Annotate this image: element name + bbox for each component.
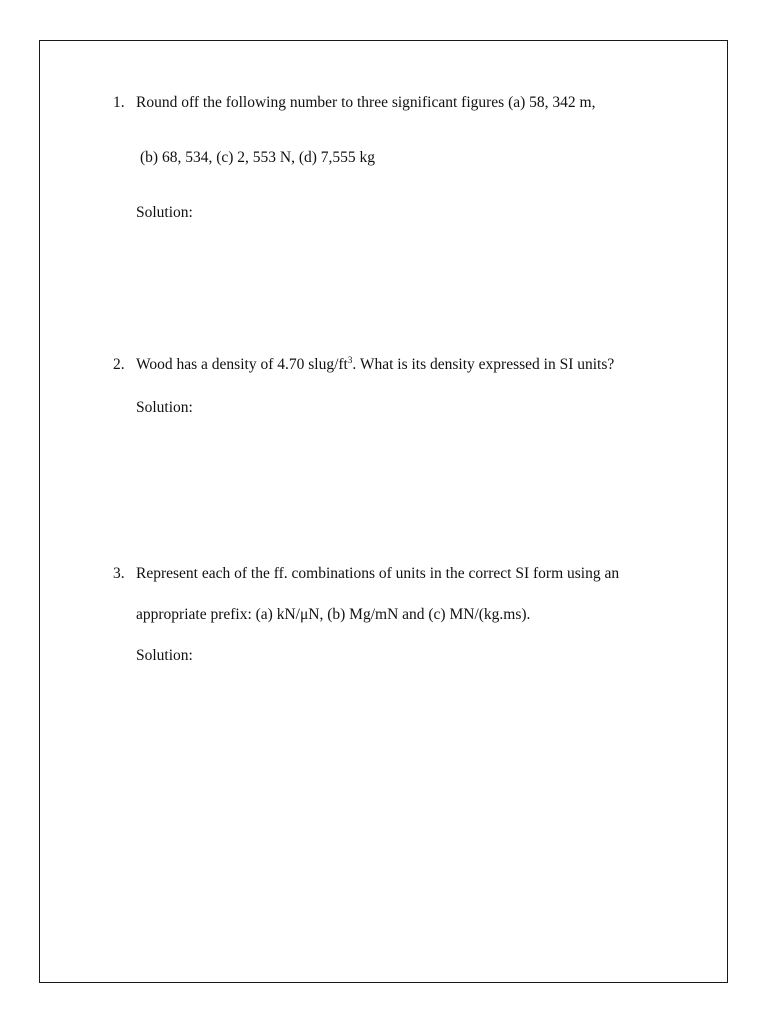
question-1-text-line-2: (b) 68, 534, (c) 2, 553 N, (d) 7,555 kg [140, 149, 376, 166]
question-1-text-line-1: Round off the following number to three significant figures (a) 58, 342 m, [136, 94, 596, 111]
question-3-text-line-1: Represent each of the ff. combinations of units in the correct SI form using an [136, 565, 620, 582]
question-1-number: 1. [113, 94, 125, 111]
question-2-number: 2. [113, 356, 125, 373]
page-border [39, 40, 728, 983]
question-3-text-line-2: appropriate prefix: (a) kN/μN, (b) Mg/mN and (c) MN/(kg.ms). [136, 606, 531, 623]
question-2-text-line-1 [136, 355, 614, 375]
question-3-number: 3. [113, 565, 125, 582]
superscript-exponent: 3 [347, 354, 353, 365]
question-2-text-part-2: . What is its density expressed in SI units? [352, 356, 615, 373]
question-3-solution-label: Solution: [136, 647, 193, 664]
question-1-solution-label: Solution: [136, 204, 193, 221]
question-2-solution-label: Solution: [136, 399, 193, 416]
question-2-text-part-1: Wood has a density of 4.70 slug/ft [136, 356, 348, 373]
